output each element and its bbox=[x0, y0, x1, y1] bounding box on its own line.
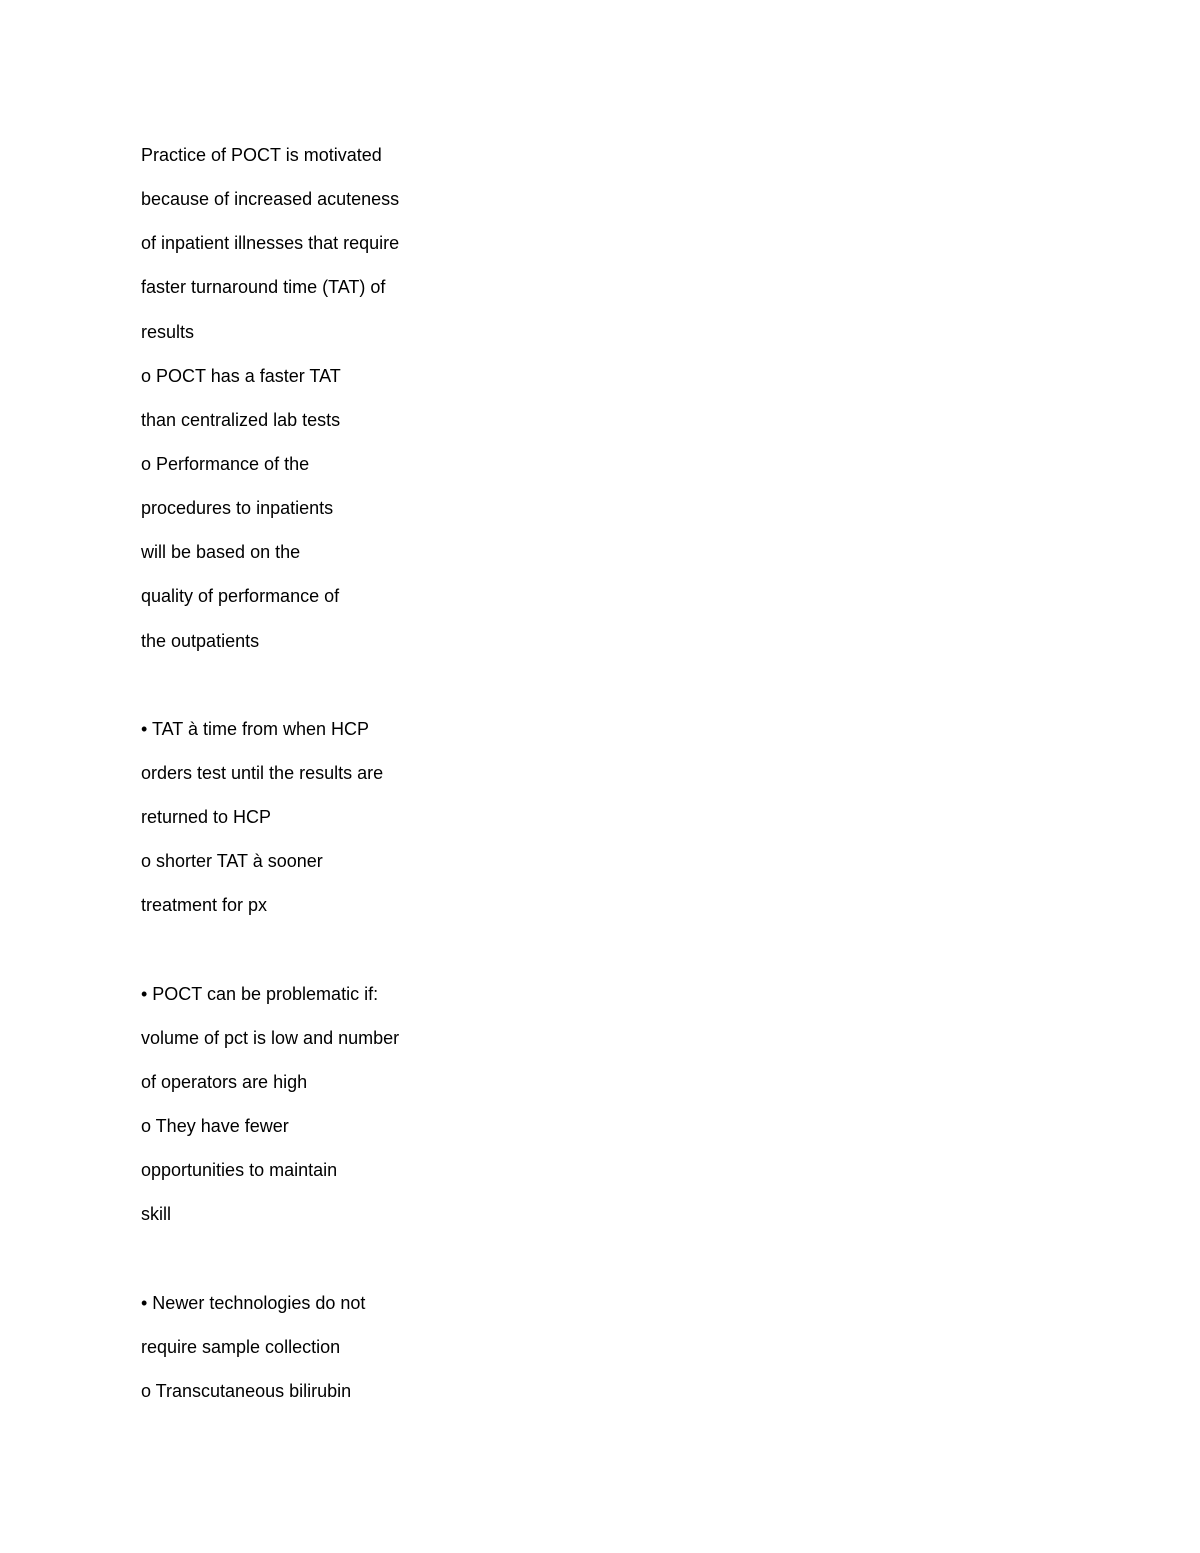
text-line: orders test until the results are bbox=[141, 762, 384, 783]
paragraph-tat-definition bbox=[141, 715, 741, 936]
paragraph-poct-motivation bbox=[141, 141, 741, 671]
text-line: volume of pct is low and number bbox=[141, 1027, 400, 1048]
text-line: returned to HCP bbox=[141, 807, 272, 828]
text-line: • POCT can be problematic if: bbox=[141, 983, 379, 1004]
paragraph-gap bbox=[141, 1245, 741, 1289]
text-line: results bbox=[141, 321, 195, 342]
document-body bbox=[141, 141, 741, 1421]
paragraph-gap bbox=[141, 671, 741, 715]
text-line: skill bbox=[141, 1204, 171, 1225]
text-line: o Transcutaneous bilirubin bbox=[141, 1380, 352, 1401]
text-line: • Newer technologies do not bbox=[141, 1292, 366, 1313]
text-line: o They have fewer bbox=[141, 1116, 289, 1137]
text-line: Practice of POCT is motivated bbox=[141, 145, 382, 165]
text-line: because of increased acuteness bbox=[141, 189, 400, 210]
paragraph-gap bbox=[141, 936, 741, 980]
text-line: o shorter TAT à sooner bbox=[141, 851, 323, 872]
text-line: than centralized lab tests bbox=[141, 409, 341, 430]
text-line: quality of performance of bbox=[141, 586, 340, 607]
text-line: treatment for px bbox=[141, 895, 268, 916]
text-line: of inpatient illnesses that require bbox=[141, 233, 400, 254]
text-line: require sample collection bbox=[141, 1336, 341, 1357]
paragraph-poct-problems bbox=[141, 980, 741, 1245]
text-line: the outpatients bbox=[141, 630, 260, 651]
text-line: • TAT à time from when HCP bbox=[141, 718, 370, 739]
text-line: faster turnaround time (TAT) of bbox=[141, 277, 386, 298]
text-line: o POCT has a faster TAT bbox=[141, 365, 341, 386]
text-line: procedures to inpatients bbox=[141, 498, 334, 519]
text-line: will be based on the bbox=[141, 542, 301, 563]
text-line: o Performance of the bbox=[141, 453, 310, 474]
paragraph-newer-technologies bbox=[141, 1289, 741, 1421]
text-line: of operators are high bbox=[141, 1071, 308, 1092]
text-line: opportunities to maintain bbox=[141, 1160, 338, 1181]
